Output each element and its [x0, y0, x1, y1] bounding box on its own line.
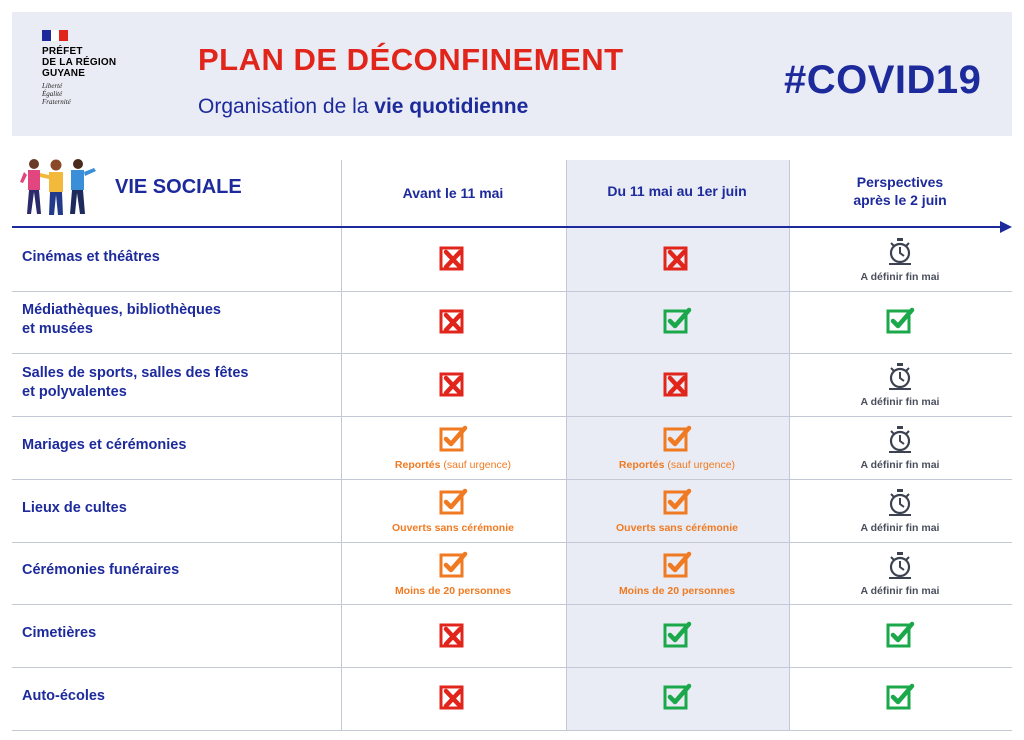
logo-line: GUYANE — [42, 68, 86, 79]
green-check-icon — [662, 620, 692, 650]
row-label-line: Médiathèques, bibliothèques — [22, 302, 221, 318]
row-label — [22, 499, 322, 518]
header-banner — [12, 12, 1012, 136]
row-label-line: Auto-écoles — [22, 688, 105, 704]
motto-line: Liberté — [42, 82, 63, 90]
logo-line: PRÉFET — [42, 46, 83, 57]
status-note-text: A définir fin mai — [860, 396, 940, 408]
cross-icon — [438, 243, 468, 273]
row-divider — [12, 604, 1012, 605]
orange-check-icon — [438, 487, 468, 517]
row-label — [22, 561, 322, 580]
green-check-icon — [885, 682, 915, 712]
motto-line: Fraternité — [42, 98, 71, 106]
column-header-after — [800, 173, 1000, 209]
status-note — [800, 271, 1000, 283]
column-divider — [789, 160, 790, 730]
status-note-text: A définir fin mai — [860, 459, 940, 471]
cross-icon — [662, 243, 692, 273]
status-note — [353, 522, 553, 534]
cross-icon — [438, 682, 468, 712]
green-check-icon — [662, 682, 692, 712]
row-divider — [12, 542, 1012, 543]
row-label-line: Lieux de cultes — [22, 500, 127, 516]
status-note-text: Reportés — [394, 459, 441, 471]
status-note-text: Reportés — [618, 459, 665, 471]
status-note — [577, 459, 777, 471]
logo-line: DE LA RÉGION — [42, 57, 117, 68]
orange-check-icon — [662, 487, 692, 517]
status-note-detail: (sauf urgence) — [664, 459, 736, 471]
status-note-detail: (sauf urgence) — [440, 459, 512, 471]
hashtag: #COVID19 — [784, 58, 982, 102]
status-note — [800, 522, 1000, 534]
page-title: PLAN DE DÉCONFINEMENT — [198, 42, 624, 77]
people-group-icon — [20, 156, 102, 220]
status-note — [577, 522, 777, 534]
status-note — [800, 396, 1000, 408]
orange-check-icon — [438, 550, 468, 580]
row-label — [22, 624, 322, 643]
green-check-icon — [885, 306, 915, 336]
status-note — [800, 459, 1000, 471]
column-header-after-line2: après le 2 juin — [853, 192, 947, 208]
page-subtitle — [198, 95, 528, 119]
prefecture-logo — [42, 30, 152, 106]
row-divider — [12, 353, 1012, 354]
arrow-head-icon — [1000, 221, 1012, 233]
row-divider — [12, 291, 1012, 292]
status-note-text: A définir fin mai — [860, 271, 940, 283]
row-label-line: Salles de sports, salles des fêtes — [22, 365, 249, 381]
row-divider — [12, 479, 1012, 480]
row-label — [22, 301, 322, 339]
row-label — [22, 436, 322, 455]
motto-line: Égalité — [42, 90, 63, 98]
timeline-arrow — [12, 226, 1002, 228]
stopwatch-icon — [885, 424, 915, 454]
stopwatch-icon — [885, 487, 915, 517]
status-note — [353, 459, 553, 471]
stopwatch-icon — [885, 236, 915, 266]
orange-check-icon — [438, 424, 468, 454]
column-header-during: Du 11 mai au 1er juin — [607, 183, 747, 199]
status-note-text: Ouverts sans cérémonie — [616, 522, 738, 534]
cross-icon — [438, 369, 468, 399]
status-note — [353, 585, 553, 597]
status-note-text: A définir fin mai — [860, 585, 940, 597]
subtitle-prefix: Organisation de la — [198, 95, 375, 118]
row-label-line: Cimetières — [22, 625, 97, 641]
column-header-before: Avant le 11 mai — [402, 185, 504, 201]
row-divider — [12, 416, 1012, 417]
column-divider — [341, 160, 342, 730]
orange-check-icon — [662, 550, 692, 580]
stopwatch-icon — [885, 361, 915, 391]
row-label-line: Mariages et cérémonies — [22, 437, 187, 453]
row-label-line: Cérémonies funéraires — [22, 562, 180, 578]
orange-check-icon — [662, 424, 692, 454]
column-divider — [566, 160, 567, 730]
subtitle-bold: vie quotidienne — [374, 95, 529, 118]
status-note-text: Moins de 20 personnes — [394, 585, 512, 597]
status-note-text: Ouverts sans cérémonie — [392, 522, 514, 534]
row-label — [22, 687, 322, 706]
row-label-line: Cinémas et théâtres — [22, 249, 160, 265]
cross-icon — [438, 620, 468, 650]
cross-icon — [438, 306, 468, 336]
row-label — [22, 364, 322, 402]
column-header-after-line1: Perspectives — [856, 174, 944, 190]
status-note-text: A définir fin mai — [860, 522, 940, 534]
status-note — [800, 585, 1000, 597]
row-label-line: et polyvalentes — [22, 384, 127, 400]
row-label — [22, 248, 322, 267]
row-divider — [12, 667, 1012, 668]
cross-icon — [662, 369, 692, 399]
row-label-line: et musées — [22, 321, 93, 337]
flag-icon — [42, 30, 68, 41]
section-title: VIE SOCIALE — [115, 176, 242, 198]
status-note-text: Moins de 20 personnes — [618, 585, 736, 597]
status-note — [577, 585, 777, 597]
green-check-icon — [885, 620, 915, 650]
row-divider — [12, 730, 1012, 731]
green-check-icon — [662, 306, 692, 336]
stopwatch-icon — [885, 550, 915, 580]
